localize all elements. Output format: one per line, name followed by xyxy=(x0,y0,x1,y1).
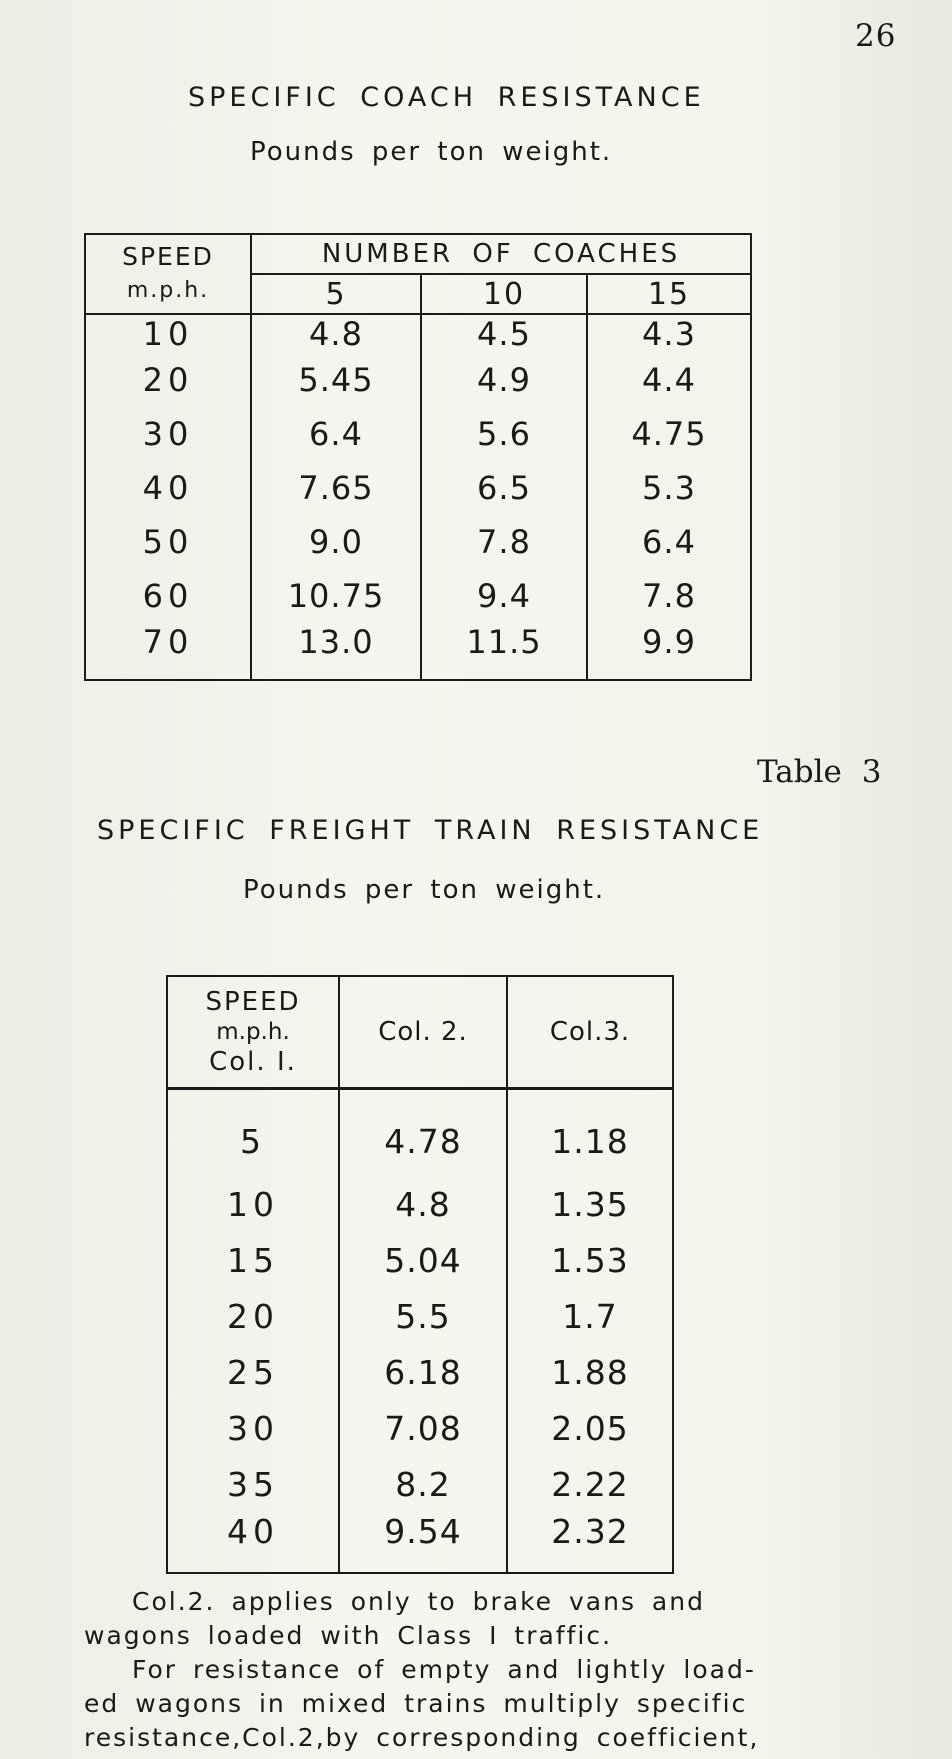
number-of-coaches-header: NUMBER OF COACHES xyxy=(251,234,751,274)
speed-cell: 70 xyxy=(85,623,251,680)
col3-cell: 1.35 xyxy=(507,1176,673,1232)
speed-cell: 5 xyxy=(167,1089,339,1177)
note-line: resistance,Col.2,by corresponding coefficient, xyxy=(84,1723,760,1752)
col3-cell: 2.05 xyxy=(507,1400,673,1456)
speed-cell: 20 xyxy=(167,1288,339,1344)
table-row xyxy=(85,623,751,680)
col3-cell: 1.7 xyxy=(507,1288,673,1344)
table-row xyxy=(85,461,751,515)
note-line: ed wagons in mixed trains multiply specific xyxy=(84,1689,748,1718)
col2-cell: 4.8 xyxy=(339,1176,507,1232)
note-line: Col.2. applies only to brake vans and xyxy=(132,1587,705,1616)
note-line: For resistance of empty and lightly load- xyxy=(132,1655,756,1684)
speed-cell: 60 xyxy=(85,569,251,623)
freight-table-title: SPECIFIC FREIGHT TRAIN RESISTANCE xyxy=(97,815,764,846)
freight-resistance-table xyxy=(166,975,674,1574)
value-cell: 4.8 xyxy=(251,314,421,353)
value-cell: 7.65 xyxy=(251,461,421,515)
value-cell: 5.45 xyxy=(251,353,421,407)
table-row xyxy=(167,1232,673,1288)
value-cell: 5.3 xyxy=(587,461,751,515)
speed-cell: 10 xyxy=(167,1176,339,1232)
col3-header: Col.3. xyxy=(507,976,673,1089)
table-row xyxy=(167,1089,673,1177)
value-cell: 10.75 xyxy=(251,569,421,623)
col3-cell: 1.18 xyxy=(507,1089,673,1177)
table-row xyxy=(85,407,751,461)
speed-cell: 10 xyxy=(85,314,251,353)
freight-speed-header: SPEED m.p.h. Col. I. xyxy=(167,976,339,1089)
value-cell: 5.6 xyxy=(421,407,587,461)
col2-cell: 5.04 xyxy=(339,1232,507,1288)
col3-cell: 2.32 xyxy=(507,1512,673,1573)
table-row xyxy=(167,1288,673,1344)
coaches-15-header: 15 xyxy=(587,274,751,314)
speed-cell: 40 xyxy=(85,461,251,515)
value-cell: 4.9 xyxy=(421,353,587,407)
col2-cell: 7.08 xyxy=(339,1400,507,1456)
table-row xyxy=(85,515,751,569)
value-cell: 6.4 xyxy=(251,407,421,461)
table-row xyxy=(167,1344,673,1400)
col2-cell: 5.5 xyxy=(339,1288,507,1344)
col2-cell: 8.2 xyxy=(339,1456,507,1512)
value-cell: 11.5 xyxy=(421,623,587,680)
speed-cell: 25 xyxy=(167,1344,339,1400)
coach-table-title: SPECIFIC COACH RESISTANCE xyxy=(188,82,705,113)
col2-cell: 9.54 xyxy=(339,1512,507,1573)
table-label: Table 3 xyxy=(757,754,882,790)
table-row xyxy=(167,1400,673,1456)
col3-cell: 1.53 xyxy=(507,1232,673,1288)
coaches-5-header: 5 xyxy=(251,274,421,314)
speed-cell: 20 xyxy=(85,353,251,407)
value-cell: 4.3 xyxy=(587,314,751,353)
col2-cell: 6.18 xyxy=(339,1344,507,1400)
value-cell: 6.5 xyxy=(421,461,587,515)
value-cell: 7.8 xyxy=(421,515,587,569)
speed-cell: 50 xyxy=(85,515,251,569)
table-row xyxy=(167,1512,673,1573)
value-cell: 9.9 xyxy=(587,623,751,680)
table-row xyxy=(85,569,751,623)
value-cell: 6.4 xyxy=(587,515,751,569)
value-cell: 13.0 xyxy=(251,623,421,680)
value-cell: 7.8 xyxy=(587,569,751,623)
col3-cell: 2.22 xyxy=(507,1456,673,1512)
speed-cell: 30 xyxy=(167,1400,339,1456)
coach-table-subtitle: Pounds per ton weight. xyxy=(250,137,613,167)
table-row xyxy=(167,1176,673,1232)
value-cell: 4.4 xyxy=(587,353,751,407)
note-line: wagons loaded with Class I traffic. xyxy=(84,1621,613,1650)
table-row xyxy=(85,314,751,353)
coach-resistance-table xyxy=(84,233,752,681)
speed-cell: 15 xyxy=(167,1232,339,1288)
value-cell: 4.75 xyxy=(587,407,751,461)
speed-header: SPEED m.p.h. xyxy=(85,234,251,314)
speed-cell: 35 xyxy=(167,1456,339,1512)
page-number: 26 xyxy=(855,18,897,54)
col2-header: Col. 2. xyxy=(339,976,507,1089)
coaches-10-header: 10 xyxy=(421,274,587,314)
value-cell: 9.4 xyxy=(421,569,587,623)
value-cell: 9.0 xyxy=(251,515,421,569)
speed-cell: 40 xyxy=(167,1512,339,1573)
table-row xyxy=(167,1456,673,1512)
table-row xyxy=(85,353,751,407)
freight-table-subtitle: Pounds per ton weight. xyxy=(243,875,606,905)
col2-cell: 4.78 xyxy=(339,1089,507,1177)
speed-cell: 30 xyxy=(85,407,251,461)
col3-cell: 1.88 xyxy=(507,1344,673,1400)
value-cell: 4.5 xyxy=(421,314,587,353)
notes xyxy=(84,1585,784,1755)
